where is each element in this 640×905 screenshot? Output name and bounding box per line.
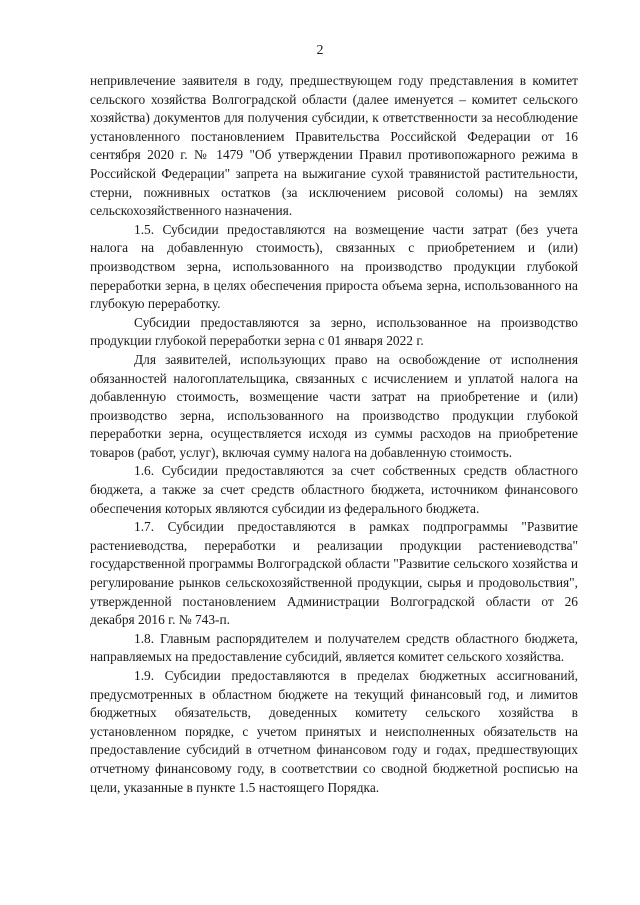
- page-number: 2: [316, 43, 324, 58]
- paragraph-1-9: 1.9. Субсидии предоставляются в пределах бюджетных ассигнований, предусмотренных в областном бюджете на текущий финансовый год, и лимитов бюджетных обязательств, доведенных комитету сельского хозяйства в установленном порядке, с учетом принятых и неисполненных обязательств на предоставление субсидий в отчетном финансовом году и годах, предшествующих отчетному финансовому году, в соответствии со сводной бюджетной росписью на цели, указанные в пункте 1.5 настоящего Порядка.: [90, 668, 578, 795]
- paragraph-1-5-grain-date: Субсидии предоставляются за зерно, использованное на производство продукции глубокой переработки зерна с 01 января 2022 г.: [90, 314, 578, 349]
- paragraph-1-8: 1.8. Главным распорядителем и получателем средств областного бюджета, направляемых на предоставление субсидий, является комитет сельского хозяйства.: [90, 630, 578, 665]
- document-body: [90, 72, 578, 797]
- paragraph-1-7: 1.7. Субсидии предоставляются в рамках подпрограммы "Развитие растениеводства, переработки и реализации продукции растениеводства" государственной программы Волгоградской области "Развитие сельского хозяйства и регулирование рынков сельскохозяйственной продукции, сырья и продовольствия", утвержденной постановлением Администрации Волгоградской области от 26 декабря 2016 г. № 743-п.: [90, 519, 578, 628]
- paragraph-1-5: 1.5. Субсидии предоставляются на возмещение части затрат (без учета налога на добавленную стоимость), связанных с приобретением и (или) производством зерна, использованного на производство продукции глубокой переработки зерна, в целях обеспечения прироста объема зерна, использованного на глубокую переработку.: [90, 221, 578, 312]
- paragraph-continuation: непривлечение заявителя в году, предшествующем году представления в комитет сельского хозяйства Волгоградской области (далее именуется – комитет сельского хозяйства) документов для получения субсидии, к ответственности за несоблюдение установленного постановлением Правительства Российской Федерации от 16 сентября 2020 г. № 1479 "Об утверждении Правил противопожарного режима в Российской Федерации" запрета на выжигание сухой травянистой растительности, стерни, пожнивных остатков (за исключением рисовой соломы) на землях сельскохозяйственного назначения.: [90, 73, 578, 219]
- paragraph-1-6: 1.6. Субсидии предоставляются за счет собственных средств областного бюджета, а также за счет средств областного бюджета, источником финансового обеспечения которых являются субсидии из федерального бюджета.: [90, 463, 578, 516]
- paragraph-1-5-vat-exemption: Для заявителей, использующих право на освобождение от исполнения обязанностей налогоплательщика, связанных с исчислением и уплатой налога на добавленную стоимость, возмещение части затрат на приобретение и (или) производство зерна, использованного на производство продукции глубокой переработки зерна, осуществляется исходя из суммы расходов на приобретение товаров (работ, услуг), включая сумму налога на добавленную стоимость.: [90, 351, 578, 460]
